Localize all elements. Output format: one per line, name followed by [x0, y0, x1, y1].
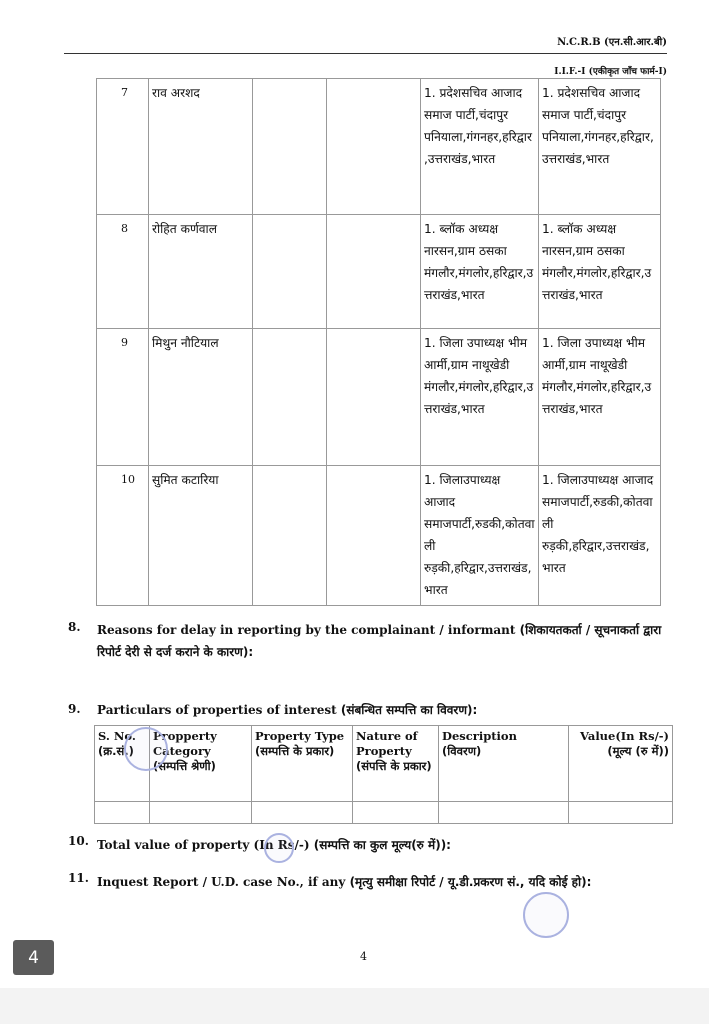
accused-address-present: 1. जिलाउपाध्यक्ष आजाद समाजपार्टी,रुडकी,कोतवाली रुड़की,हरिद्वार,उत्तराखंड,भारत: [421, 466, 539, 606]
prop-header-type: Property Type (सम्पत्ति के प्रकार): [252, 726, 353, 802]
property-table: [94, 725, 673, 824]
accused-sno: 7: [97, 79, 149, 215]
section-10-text: [97, 834, 677, 856]
accused-address-present: 1. जिला उपाध्यक्ष भीम आर्मी,ग्राम नाथूखेडी मंगलौर,मंगलोर,हरिद्वार,उत्तराखंड,भारत: [421, 329, 539, 466]
section-8-number: 8.: [68, 620, 81, 634]
table-row: [97, 215, 661, 329]
header-org: N.C.R.B (एन.सी.आर.बी): [557, 37, 667, 48]
empty-cell: [569, 802, 673, 824]
accused-address-permanent: 1. जिलाउपाध्यक्ष आजाद समाजपार्टी,रुडकी,कोतवाली रुड़की,हरिद्वार,उत्तराखंड,भारत: [539, 466, 661, 606]
accused-name: राव अरशद: [149, 79, 253, 215]
accused-sno: 8: [97, 215, 149, 329]
header-rule: [64, 53, 667, 54]
empty-cell: [253, 329, 327, 466]
viewer-bottom-bar: [0, 988, 709, 1024]
empty-cell: [253, 466, 327, 606]
empty-cell: [253, 79, 327, 215]
touch-indicator: [124, 727, 168, 771]
accused-name: रोहित कर्णवाल: [149, 215, 253, 329]
empty-cell: [353, 802, 439, 824]
accused-table: [96, 78, 661, 606]
accused-address-permanent: 1. प्रदेशसचिव आजाद समाज पार्टी,चंदापुर पनियाला,गंगनहर,हरिद्वार,उत्तराखंड,भारत: [539, 79, 661, 215]
empty-cell: [327, 215, 421, 329]
accused-address-present: 1. प्रदेशसचिव आजाद समाज पार्टी,चंदापुर पनियाला,गंगनहर,हरिद्वार,उत्तराखंड,भारत: [421, 79, 539, 215]
page-indicator-badge[interactable]: 4: [13, 940, 54, 975]
accused-sno: 10: [97, 466, 149, 606]
empty-cell: [439, 802, 569, 824]
prop-header-value: Value(In Rs/-) (मूल्य (रु में)): [569, 726, 673, 802]
section-8-en: Reasons for delay in reporting by the complainant / informant: [97, 623, 516, 637]
accused-address-permanent: 1. ब्लॉक अध्यक्ष नारसन,ग्राम ठसका मंगलौर,मंगलोर,हरिद्वार,उत्तराखंड,भारत: [539, 215, 661, 329]
section-8-hi: (शिकायतकर्ता / सूचनाकर्ता द्वारा रिपोर्ट देरी से दर्ज कराने के कारण):: [97, 623, 662, 659]
table-row: [97, 466, 661, 606]
section-11-number: 11.: [68, 871, 89, 885]
empty-cell: [252, 802, 353, 824]
prop-header-nature: Nature of Property (संपत्ति के प्रकार): [353, 726, 439, 802]
section-11-en: Inquest Report / U.D. case No., if any: [97, 875, 346, 889]
accused-address-present: 1. ब्लॉक अध्यक्ष नारसन,ग्राम ठसका मंगलौर,मंगलोर,हरिद्वार,उत्तराखंड,भारत: [421, 215, 539, 329]
prop-header-description: Description (विवरण): [439, 726, 569, 802]
accused-name: मिथुन नौटियाल: [149, 329, 253, 466]
touch-indicator: [264, 833, 294, 863]
empty-cell: [150, 802, 252, 824]
empty-cell: [253, 215, 327, 329]
section-8-text: [97, 619, 677, 663]
section-11-text: [97, 871, 637, 893]
accused-name: सुमित कटारिया: [149, 466, 253, 606]
section-9-hi: (संबन्धित सम्पत्ति का विवरण):: [340, 703, 478, 717]
section-10-hi: (सम्पत्ति का कुल मूल्य(रु में)):: [313, 838, 451, 852]
table-row: [97, 79, 661, 215]
section-9-number: 9.: [68, 702, 81, 716]
touch-indicator: [523, 892, 569, 938]
prop-header-category: Propperty Category (सम्पत्ति श्रेणी): [150, 726, 252, 802]
prop-header-sno: S. No. (क्र.सं.): [95, 726, 150, 802]
section-10-en: Total value of property (In Rs/-): [97, 838, 310, 852]
section-9-text: [97, 699, 677, 721]
form-tag: I.I.F.-I (एकीकृत जाँच फार्म-I): [554, 67, 667, 77]
empty-cell: [95, 802, 150, 824]
section-10-number: 10.: [68, 834, 89, 848]
section-11-hi: (मृत्यु समीक्षा रिपोर्ट / यू.डी.प्रकरण सं., यदि कोई हो):: [349, 875, 592, 889]
empty-cell: [327, 329, 421, 466]
accused-sno: 9: [97, 329, 149, 466]
property-empty-row: [95, 802, 673, 824]
page-number: 4: [360, 950, 367, 963]
table-row: [97, 329, 661, 466]
section-9-en: Particulars of properties of interest: [97, 703, 337, 717]
property-header-row: [95, 726, 673, 802]
empty-cell: [327, 466, 421, 606]
accused-address-permanent: 1. जिला उपाध्यक्ष भीम आर्मी,ग्राम नाथूखेडी मंगलौर,मंगलोर,हरिद्वार,उत्तराखंड,भारत: [539, 329, 661, 466]
empty-cell: [327, 79, 421, 215]
